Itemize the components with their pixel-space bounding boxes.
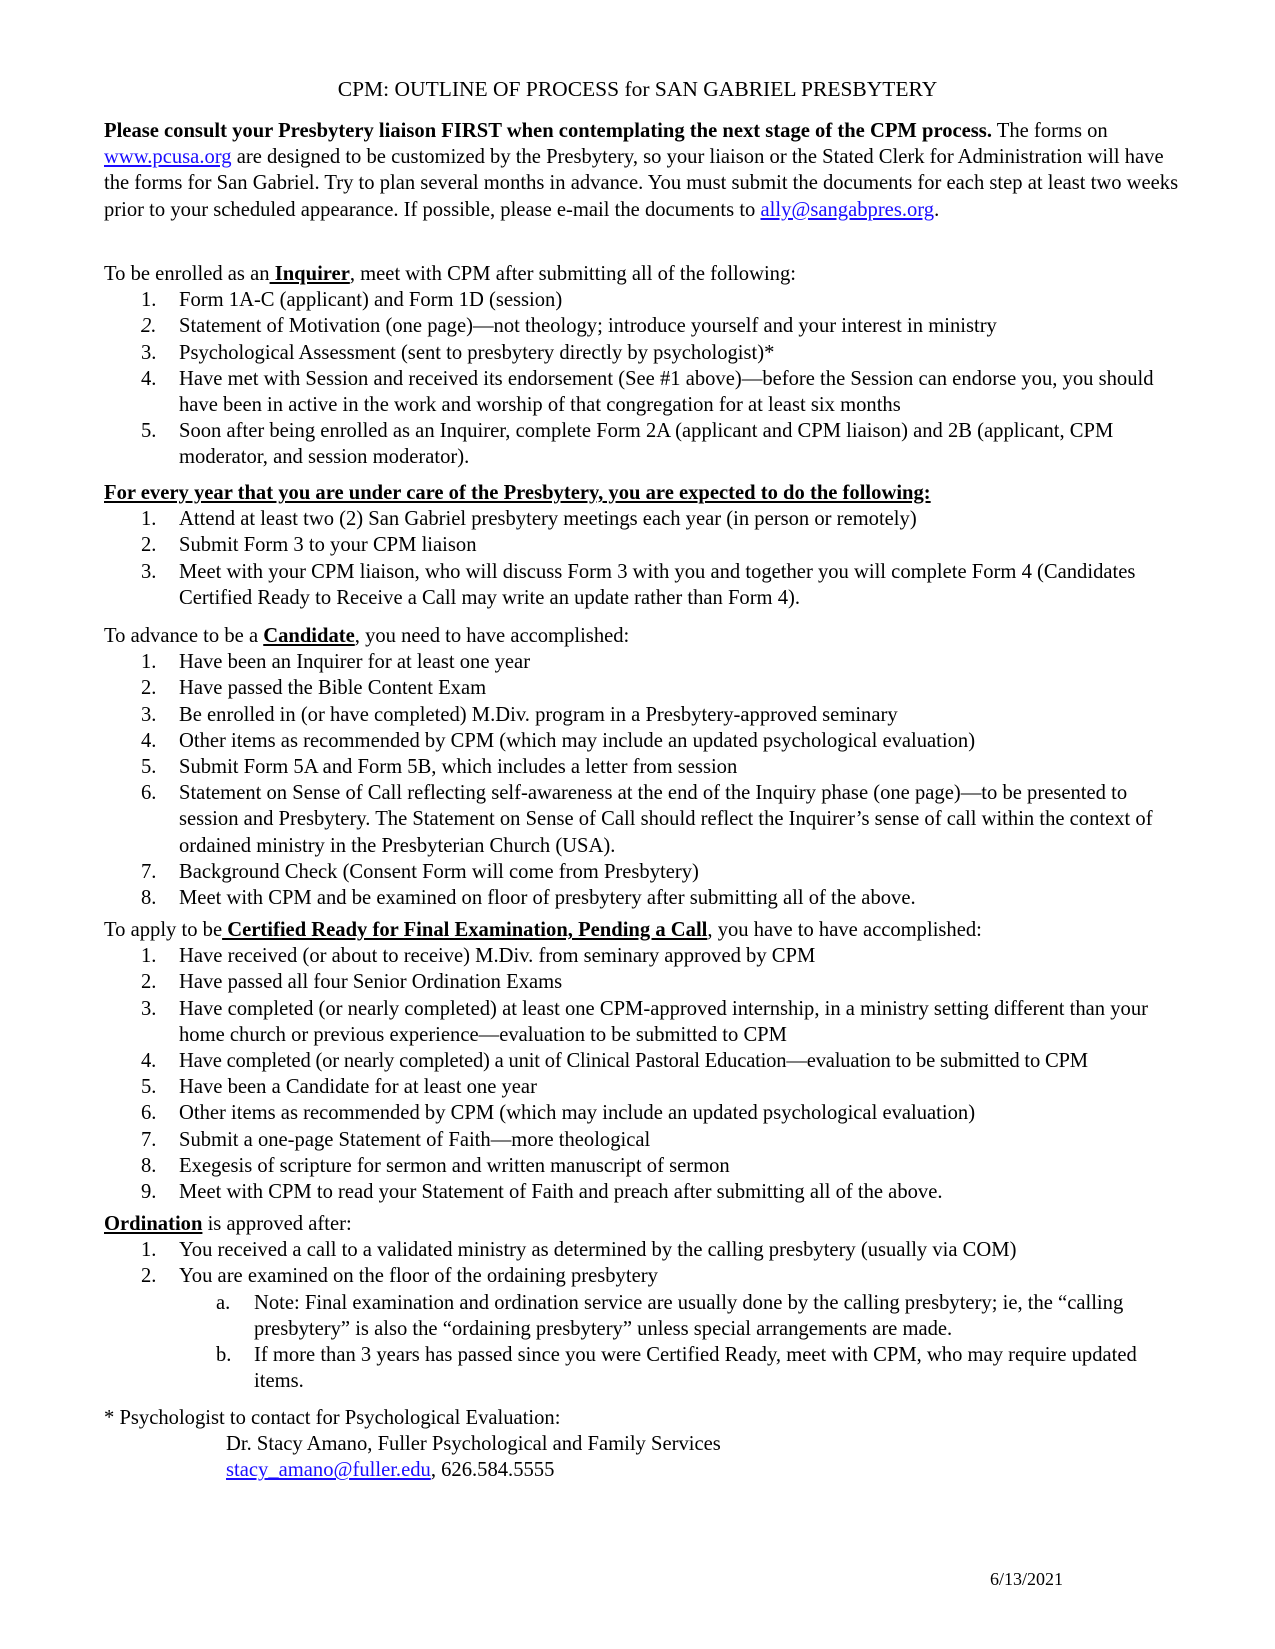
inquirer-list bbox=[104, 287, 1184, 470]
list-item: 2. Submit Form 3 to your CPM liaison bbox=[141, 534, 477, 557]
psychologist-phone: , 626.584.5555 bbox=[430, 1459, 555, 1482]
certified-section bbox=[104, 917, 1184, 1205]
footnote-lead: * Psychologist to contact for Psychological Evaluation: bbox=[104, 1407, 561, 1429]
certified-lead bbox=[104, 917, 1184, 943]
list-item: 8. Exegesis of scripture for sermon and written manuscript of sermon bbox=[141, 1154, 730, 1177]
certified-lead-post: , you have to have accomplished: bbox=[707, 919, 982, 941]
list-item: 1. Have received (or about to receive) M.Div. from seminary approved by CPM bbox=[141, 945, 816, 968]
candidate-lead-pre: To advance to be a bbox=[104, 625, 264, 647]
ordination-sublist bbox=[104, 1290, 1184, 1395]
list-item: 8. Meet with CPM and be examined on floor of presbytery after submitting all of the above. bbox=[141, 887, 916, 910]
intro-text-1: The forms on bbox=[991, 120, 1108, 142]
psychologist-name: Dr. Stacy Amano, Fuller Psychological and Family Services bbox=[226, 1433, 721, 1456]
inquirer-lead-pre: To be enrolled as an bbox=[104, 263, 270, 285]
list-item: 5. Soon after being enrolled as an Inquirer, complete Form 2A (applicant and CPM liaison) and 2B (applicant, CPM moderator, and session moderator). bbox=[141, 420, 1114, 469]
list-item: 7. Submit a one-page Statement of Faith—more theological bbox=[141, 1128, 651, 1151]
candidate-lead-post: , you need to have accomplished: bbox=[354, 625, 630, 647]
ordination-term: Ordination bbox=[104, 1213, 203, 1235]
list-item: 9. Meet with CPM to read your Statement of Faith and preach after submitting all of the above. bbox=[141, 1181, 943, 1204]
list-item: 3. Psychological Assessment (sent to presbytery directly by psychologist)* bbox=[141, 341, 775, 364]
list-item: b. If more than 3 years has passed since you were Certified Ready, meet with CPM, who may require updated items. bbox=[216, 1344, 1137, 1393]
list-item: 3. Have completed (or nearly completed) at least one CPM-approved internship, in a ministry setting different than your home church or previous experience—evaluation to be submitted to CPM bbox=[141, 997, 1148, 1046]
candidate-list bbox=[104, 649, 1184, 911]
list-item: 4. Have met with Session and received its endorsement (See #1 above)—before the Session can endorse you, you should have been in active in the work and worship of that congregation for at least six months bbox=[141, 367, 1154, 417]
document-title: CPM: OUTLINE OF PROCESS for SAN GABRIEL PRESBYTERY bbox=[337, 77, 938, 101]
list-item: 2. Have passed all four Senior Ordination Exams bbox=[141, 971, 563, 994]
psychologist-contact bbox=[104, 1457, 1184, 1483]
list-item: 6. Other items as recommended by CPM (which may include an updated psychological evaluation) bbox=[141, 1102, 976, 1125]
inquirer-section bbox=[104, 261, 1184, 471]
list-item: 5. Have been a Candidate for at least one year bbox=[141, 1076, 537, 1099]
inquirer-lead-post: , meet with CPM after submitting all of the following: bbox=[349, 263, 796, 285]
intro-text-3: . bbox=[934, 198, 940, 221]
list-item: 2. You are examined on the floor of the ordaining presbytery bbox=[141, 1265, 658, 1288]
inquirer-term: Inquirer bbox=[269, 263, 350, 285]
yearly-heading: For every year that you are under care of the Presbytery, you are expected to do the following: bbox=[104, 482, 931, 504]
ordination-list bbox=[104, 1237, 1184, 1289]
list-item: 3. Be enrolled in (or have completed) M.Div. program in a Presbytery-approved seminary bbox=[141, 703, 898, 726]
certified-term: Certified Ready for Final Examination, Pending a Call bbox=[222, 919, 708, 941]
footnote-section bbox=[104, 1405, 1184, 1484]
list-item: 5. Submit Form 5A and Form 5B, which includes a letter from session bbox=[141, 756, 738, 779]
list-item: 1. Form 1A-C (applicant) and Form 1D (session) bbox=[141, 289, 563, 312]
ordination-section bbox=[104, 1211, 1184, 1394]
list-item: 2. Have passed the Bible Content Exam bbox=[141, 677, 487, 700]
list-item: 1. You received a call to a validated ministry as determined by the calling presbytery (usually via COM) bbox=[141, 1239, 1017, 1262]
certified-lead-pre: To apply to be bbox=[104, 919, 223, 941]
email-link[interactable]: ally@sangabpres.org bbox=[760, 198, 935, 221]
certified-list bbox=[104, 943, 1184, 1205]
pcusa-link[interactable]: www.pcusa.org bbox=[104, 146, 232, 169]
intro-bold-text: Please consult your Presbytery liaison FIRST when contemplating the next stage of the CPM process. bbox=[104, 120, 992, 142]
list-item: 1. Have been an Inquirer for at least one year bbox=[141, 651, 531, 674]
list-item: a. Note: Final examination and ordination service are usually done by the calling presbytery; ie, the “calling presbytery” is also the “ordaining presbytery” unless special arrangements are made. bbox=[216, 1291, 1124, 1340]
list-item: 4. Other items as recommended by CPM (which may include an updated psychological evaluation) bbox=[141, 729, 976, 752]
ordination-lead-post: is approved after: bbox=[202, 1213, 352, 1235]
candidate-section bbox=[104, 623, 1184, 911]
list-item: 4. Have completed (or nearly completed) a unit of Clinical Pastoral Education—evaluation to be submitted to CPM bbox=[141, 1050, 1088, 1073]
yearly-list bbox=[104, 506, 1184, 611]
intro-paragraph bbox=[104, 118, 1184, 223]
intro-text-2: are designed to be customized by the Presbytery, so your liaison or the Stated Clerk for Administration will have the forms for San Gabriel. Try to plan several months in advance. You must submit the documents for each step at least two weeks prior to your scheduled appearance. If possible, please e-mail the documents to bbox=[104, 146, 1179, 221]
yearly-section bbox=[104, 480, 1184, 611]
candidate-lead bbox=[104, 623, 1184, 649]
list-item: 2. Statement of Motivation (one page)—not theology; introduce yourself and your interest in ministry bbox=[141, 315, 997, 338]
list-item: 1. Attend at least two (2) San Gabriel presbytery meetings each year (in person or remotely) bbox=[141, 508, 917, 531]
inquirer-lead bbox=[104, 261, 1184, 287]
list-item: 3. Meet with your CPM liaison, who will discuss Form 3 with you and together you will complete Form 4 (Candidates Certified Ready to Receive a Call may write an update rather than Form 4). bbox=[141, 560, 1136, 609]
document-date: 6/13/2021 bbox=[990, 1569, 1064, 1589]
list-item: 6. Statement on Sense of Call reflecting self-awareness at the end of the Inquiry phase (one page)—to be presented to session and Presbytery. The Statement on Sense of Call should reflect the Inquirer’s sense of call within the context of ordained ministry in the Presbyterian Church (USA). bbox=[141, 782, 1153, 857]
candidate-term: Candidate bbox=[263, 625, 355, 647]
list-item: 7. Background Check (Consent Form will come from Presbytery) bbox=[141, 860, 699, 883]
psychologist-email-link[interactable]: stacy_amano@fuller.edu bbox=[226, 1459, 431, 1482]
ordination-lead bbox=[104, 1211, 1184, 1237]
